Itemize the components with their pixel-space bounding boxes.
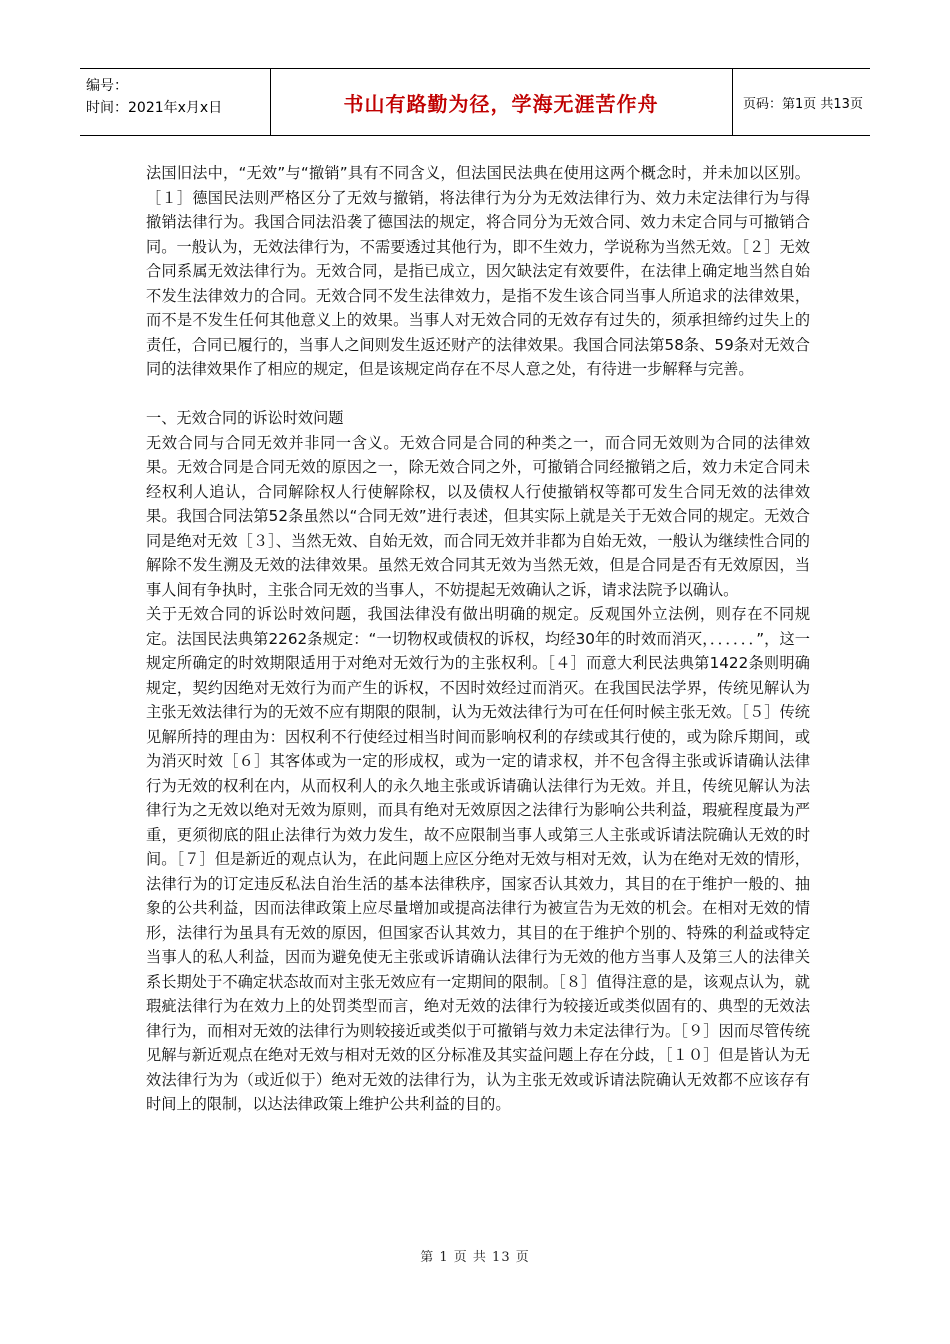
paragraph-intro: 法国旧法中，“无效”与“撤销”具有不同含义，但法国民法典在使用这两个概念时，并未加以区别。［１］德国民法则严格区分了无效与撤销，将法律行为分为无效法律行为、效力未定法律行为与得撤销法律行为。我国合同法沿袭了德国法的规定，将合同分为无效合同、效力未定合同与可撤销合同。一般认为，无效法律行为，不需要透过其他行为，即不生效力，学说称为当然无效。［２］无效合同系属无效法律行为。无效合同，是指已成立，因欠缺法定有效要件，在法律上确定地当然自始不发生法律效力的合同。无效合同不发生法律效力，是指不发生该合同当事人所追求的法律效果，而不是不发生任何其他意义上的效果。当事人对无效合同的无效存有过失的，须承担缔约过失上的责任，合同已履行的，当事人之间则发生返还财产的法律效果。我国合同法第58条、59条对无效合同的法律效果作了相应的规定，但是该规定尚存在不尽人意之处，有待进一步解释与完善。 bbox=[146, 164, 810, 378]
section-heading: 一、无效合同的诉讼时效问题 bbox=[146, 409, 344, 427]
page-footer: 第 1 页 共 13 页 bbox=[420, 1250, 530, 1265]
paragraph-2: 关于无效合同的诉讼时效问题，我国法律没有做出明确的规定。反观国外立法例，则存在不同规定。法国民法典第2262条规定：“一切物权或债权的诉权，均经30年的时效而消灭，．．．．．．”，这一规定所确定的时效期限适用于对绝对无效行为的主张权利。［４］而意大利民法典第1422条则明确规定，契约因绝对无效行为而产生的诉权，不因时效经过而消灭。在我国民法学界，传统见解认为主张无效法律行为的无效不应有期限的限制，认为无效法律行为可在任何时候主张无效。［５］传统见解所持的理由为：因权利不行使经过相当时间而影响权利的存续或其行使的，或为除斥期间，或为消灭时效［６］其客体或为一定的形成权，或为一定的请求权，并不包含得主张或诉请确认法律行为无效的权利在内，从而权利人的永久地主张或诉请确认法律行为无效。并且，传统见解认为法律行为之无效以绝对无效为原则，而具有绝对无效原因之法律行为影响公共利益，瑕疵程度最为严重，更须彻底的阻止法律行为效力发生，故不应限制当事人或第三人主张或诉请法院确认无效的时间。［７］但是新近的观点认为，在此问题上应区分绝对无效与相对无效，认为在绝对无效的情形，法律行为的订定违反私法自治生活的基本法律秩序，国家否认其效力，其目的在于维护一般的、抽象的公共利益，因而法律政策上应尽量增加或提高法律行为被宣告为无效的机会。在相对无效的情形，法律行为虽具有无效的原因，但国家否认其效力，其目的在于维护个别的、特殊的利益或特定当事人的私人利益，因而为避免使无主张或诉请确认法律行为无效的他方当事人及第三人的法律关系长期处于不确定状态故而对主张无效应有一定期间的限制。［８］值得注意的是，该观点认为，就瑕疵法律行为在效力上的处罚类型而言，绝对无效的法律行为较接近或类似固有的、典型的无效法律行为，而相对无效的法律行为则较接近或类似于可撤销与效力未定法律行为。［９］因而尽管传统见解与新近观点在绝对无效与相对无效的区分标准及其实益问题上存在分歧，［１０］但是皆认为无效法律行为为（或近似于）绝对无效的法律行为，认为主张无效或诉请法院确认无效都不应该存有时间上的限制，以达法律政策上维护公共利益的目的。 bbox=[146, 605, 810, 1113]
motto: 书山有路勤为径，学海无涯苦作舟 bbox=[343, 91, 659, 116]
page-info: 页码：第1页 共13页 bbox=[743, 96, 863, 112]
serial-label: 编号： bbox=[86, 78, 128, 94]
paragraph-1: 无效合同与合同无效并非同一含义。无效合同是合同的种类之一，而合同无效则为合同的法律效果。无效合同是合同无效的原因之一，除无效合同之外，可撤销合同经撤销之后，效力未定合同未经权利人追认，合同解除权人行使解除权，以及债权人行使撤销权等都可发生合同无效的法律效果。我国合同法第52条虽然以“合同无效”进行表述，但其实际上就是关于无效合同的规定。无效合同是绝对无效［３］、当然无效、自始无效，而合同无效并非都为自始无效，一般认为继续性合同的解除不发生溯及无效的法律效果。虽然无效合同其无效为当然无效，但是合同是否有无效原因，当事人间有争执时，主张合同无效的当事人，不妨提起无效确认之诉，请求法院予以确认。 bbox=[146, 433, 810, 599]
header-page-cell bbox=[733, 69, 870, 135]
date-line: 时间：2021年x月x日 bbox=[86, 100, 223, 116]
header-motto-cell bbox=[270, 69, 733, 135]
document-header bbox=[80, 68, 870, 136]
document-body bbox=[146, 161, 810, 1117]
header-left-cell bbox=[80, 69, 271, 135]
